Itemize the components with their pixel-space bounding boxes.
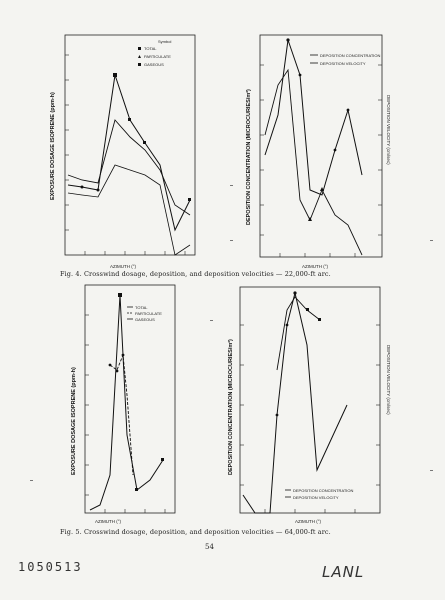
figure-caption-top: Fig. 4. Crosswind dosage, deposition, and deposition velocities — 22,000-ft arc. xyxy=(60,270,331,278)
y-ticks xyxy=(65,55,69,230)
marker xyxy=(135,488,138,491)
y-axis-label: DEPOSITION CONCENTRATION (MICROCURIES/m²) xyxy=(246,89,252,225)
chart-bottom-left xyxy=(65,285,180,525)
scan-speck xyxy=(230,185,233,186)
y-axis-label: EXPOSURE DOSAGE ISOPRENE (ppm-h) xyxy=(50,92,56,200)
legend xyxy=(138,39,171,67)
marker xyxy=(122,354,125,357)
legend-item-deposition-concentration: DEPOSITION CONCENTRATION xyxy=(320,53,381,58)
x-axis-label: AZIMUTH (°) xyxy=(295,519,322,524)
legend-item-deposition-velocity: DEPOSITION VELOCITY xyxy=(320,61,366,66)
marker xyxy=(116,370,119,373)
series-markers xyxy=(276,291,321,416)
legend-item-gaseous: GASEOUS xyxy=(135,317,155,322)
legend-item-total: TOTAL xyxy=(135,305,148,310)
series-deposition-velocity-line xyxy=(265,70,362,255)
figure-caption-bottom: Fig. 5. Crosswind dosage, deposition, and deposition velocities — 64,000-ft arc. xyxy=(60,528,331,536)
marker xyxy=(306,308,309,311)
y-axis-label: EXPOSURE DOSAGE ISOPRENE (ppm-h) xyxy=(71,367,77,475)
legend xyxy=(285,488,353,500)
plot-frame xyxy=(260,35,382,257)
y-ticks xyxy=(240,325,380,485)
series-markers xyxy=(109,293,164,491)
document-stamp-number: 1050513 xyxy=(18,560,83,574)
x-ticks xyxy=(85,251,185,255)
chart-top-right-svg xyxy=(240,25,390,270)
marker xyxy=(318,318,321,321)
marker xyxy=(293,291,296,294)
legend-item-particulate: PARTICULATE xyxy=(135,311,162,316)
y-ticks xyxy=(260,65,382,235)
x-axis-label: AZIMUTH (°) xyxy=(95,519,122,524)
y2-axis-label: DEPOSITION VELOCITY (cm/sec) xyxy=(386,95,391,165)
x-axis-label: AZIMUTH (°) xyxy=(110,264,137,269)
scan-speck xyxy=(430,470,433,471)
legend-item-total: TOTAL xyxy=(144,46,157,51)
lanl-stamp: LANL xyxy=(322,563,365,581)
y-axis-label: DEPOSITION CONCENTRATION (MICROCURIES/m²) xyxy=(228,339,234,475)
marker-particulate xyxy=(81,186,84,189)
legend-item-particulate: PARTICULATE xyxy=(144,54,171,59)
series-markers xyxy=(81,73,192,201)
scan-speck xyxy=(230,240,233,241)
chart-bottom-left-svg xyxy=(65,285,180,525)
scan-speck xyxy=(210,320,213,321)
marker xyxy=(276,414,279,417)
series-total-line xyxy=(90,295,163,510)
marker xyxy=(286,324,289,327)
marker xyxy=(347,109,350,112)
marker-particulate xyxy=(97,189,100,192)
legend xyxy=(127,305,162,322)
marker-total xyxy=(143,141,146,144)
page-number: 54 xyxy=(205,543,214,551)
series-total-line xyxy=(68,75,190,230)
scan-speck xyxy=(30,480,33,481)
series-deposition-concentration-line xyxy=(243,293,347,513)
chart-top-left-svg xyxy=(40,25,200,270)
plot-frame xyxy=(65,35,195,255)
marker-total-peak xyxy=(113,73,117,77)
chart-bottom-right-svg xyxy=(225,285,395,525)
marker xyxy=(334,149,337,152)
x-ticks xyxy=(280,253,355,257)
plot-frame xyxy=(240,287,380,513)
x-axis-label: AZIMUTH (°) xyxy=(302,264,329,269)
marker xyxy=(161,458,164,461)
marker-total xyxy=(188,198,191,201)
marker-total-peak xyxy=(118,293,122,297)
x-ticks xyxy=(105,509,165,513)
x-ticks xyxy=(265,509,355,513)
marker-total xyxy=(128,118,131,121)
chart-top-left xyxy=(40,25,200,270)
legend-item-deposition-velocity: DEPOSITION VELOCITY xyxy=(293,495,339,500)
y2-axis-label: DEPOSITION VELOCITY (cm/sec) xyxy=(386,345,391,415)
scan-speck xyxy=(430,240,433,241)
y-ticks xyxy=(85,315,89,495)
marker xyxy=(109,364,112,367)
legend-title: Symbol xyxy=(158,39,172,44)
chart-top-right xyxy=(240,25,390,270)
series-particulate-line xyxy=(68,120,190,215)
legend-item-gaseous: GASEOUS xyxy=(144,62,164,67)
series-gaseous-line xyxy=(68,165,190,255)
chart-bottom-right xyxy=(225,285,395,525)
marker xyxy=(286,38,289,41)
legend xyxy=(310,53,380,66)
marker xyxy=(299,74,302,77)
legend-item-deposition-concentration: DEPOSITION CONCENTRATION xyxy=(293,488,354,493)
